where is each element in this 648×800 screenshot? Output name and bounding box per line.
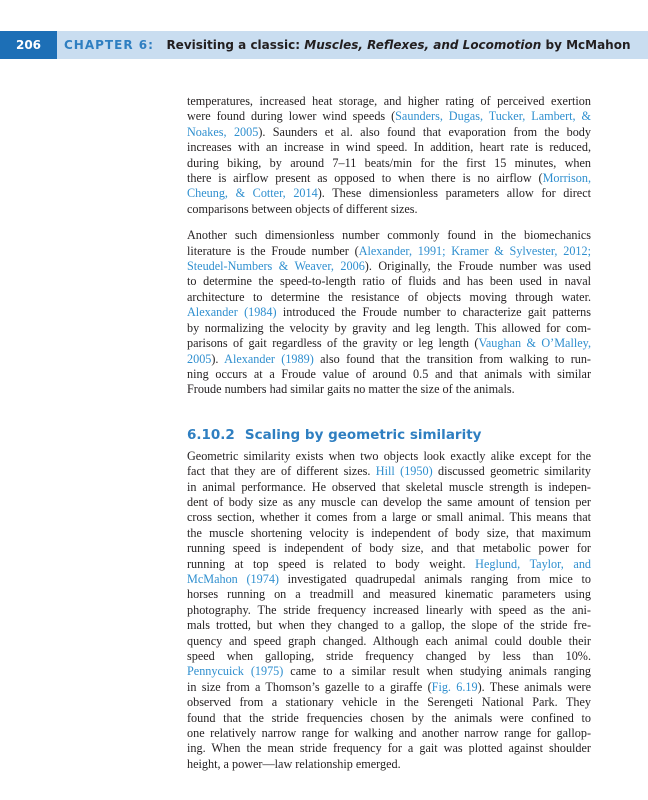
citation-link[interactable]: McMahon (1974) (187, 571, 279, 586)
page-body (187, 94, 591, 772)
citation-link[interactable]: Alexander, 1991; Kramer & Sylvester, 2012; (358, 243, 591, 258)
section-heading (187, 427, 591, 443)
citation-link[interactable]: Pennycuick (1975) (187, 664, 284, 679)
figure-link[interactable]: Fig. 6.19 (431, 679, 478, 694)
citation-link[interactable]: Morrison, (542, 171, 591, 186)
page-number: 206 (0, 31, 57, 59)
chapter-heading: Revisiting a classic: Muscles, Reflexes, and Locomotion by McMahon (166, 38, 631, 52)
chapter-title (64, 31, 631, 59)
citation-link[interactable]: Noakes, 2005 (187, 124, 259, 139)
citation-link[interactable]: Alexander (1989) (224, 351, 314, 366)
citation-link[interactable]: Alexander (1984) (187, 305, 277, 320)
section-title: Scaling by geometric similarity (244, 426, 482, 443)
citation-link[interactable]: Hill (1950) (375, 464, 433, 479)
citation-link[interactable]: Heglund, Taylor, and (475, 556, 592, 571)
paragraph-1: temperatures, increased heat storage, and higher rating of perceived exertion were found during lower wind speeds (Saunders, Dugas, Tucker, Lambert, & Noakes, 2005). Saunders et al. also found that evaporation from the body increases with an increase in wind speed. In addition, heart rate is reduced, during biking, by around 7–11 beats/min for the first 15 minutes, when there is airflow present as opposed to when there is no airflow (Morrison, Cheung, & Cotter, 2014). These dimensionless parameters allow for direct comparisons between objects of different sizes. (187, 94, 591, 216)
paragraph-3: Geometric similarity exists when two objects look exactly alike except for the fact that they are of different sizes. Hill (1950) discussed geometric similarity in animal performance. He observed that skeletal muscle strength is indepen- dent of body size as any muscle can develop the same amount of tension per cross section, whether it comes from a large or small animal. This means that the muscle shortening velocity is independent of body size, that maximum running speed is independent of body size, and that metabolic power for running at top speed is related to body weight. Heglund, Taylor, and McMahon (1974) investigated quadrupedal animals ranging from mice to horses running on a treadmill and measured kinematic parameters using photography. The stride frequency increased linearly with speed as the ani- mals trotted, but when they changed to a gallop, the slope of the stride fre- quency and speed graph changed. Although each animal could double their speed when galloping, stride frequency changed by less than 10%. Pennycuick (1975) came to a similar result when studying animals ranging in size from a Thomson’s gazelle to a giraffe (Fig. 6.19). These animals were observed from a stationary vehicle in the Serengeti National Park. They found that the stride frequencies chosen by the animals were confined to one relatively narrow range for walking and another narrow range for gallop- ing. When the mean stride frequency for a gait was plotted against shoulder height, a power—law relationship emerged. (187, 448, 592, 771)
running-header (0, 31, 648, 59)
citation-link[interactable]: Vaughan & O’Malley, (478, 336, 591, 351)
paragraph-2: Another such dimensionless number commonly found in the biomechanics literature is the Froude number (Alexander, 1991; Kramer & Sylvester, 2012; Steudel-Numbers & Weaver, 2006). Originally, the Froude number was used to determine the speed-to-length ratio of fluids and has been used in naval architecture to determine the resistance of objects moving through water. Alexander (1984) introduced the Froude number to characterize gait patterns by normalizing the velocity by gravity and leg length. This allowed for com- parisons of gait regardless of the gravity or leg length (Vaughan & O’Malley, 2005). Alexander (1989) also found that the transition from walking to run- ning occurs at a Froude value of around 0.5 and that animals with similar Froude numbers had similar gaits no matter the size of the animals. (187, 228, 591, 397)
chapter-label: CHAPTER 6: (64, 38, 154, 52)
citation-link[interactable]: Cheung, & Cotter, 2014 (187, 186, 318, 201)
citation-link[interactable]: Steudel-Numbers & Weaver, 2006 (187, 259, 365, 274)
section-number: 6.10.2 (187, 426, 235, 443)
citation-link[interactable]: Saunders, Dugas, Tucker, Lambert, & (395, 109, 591, 124)
citation-link[interactable]: 2005 (187, 351, 212, 366)
